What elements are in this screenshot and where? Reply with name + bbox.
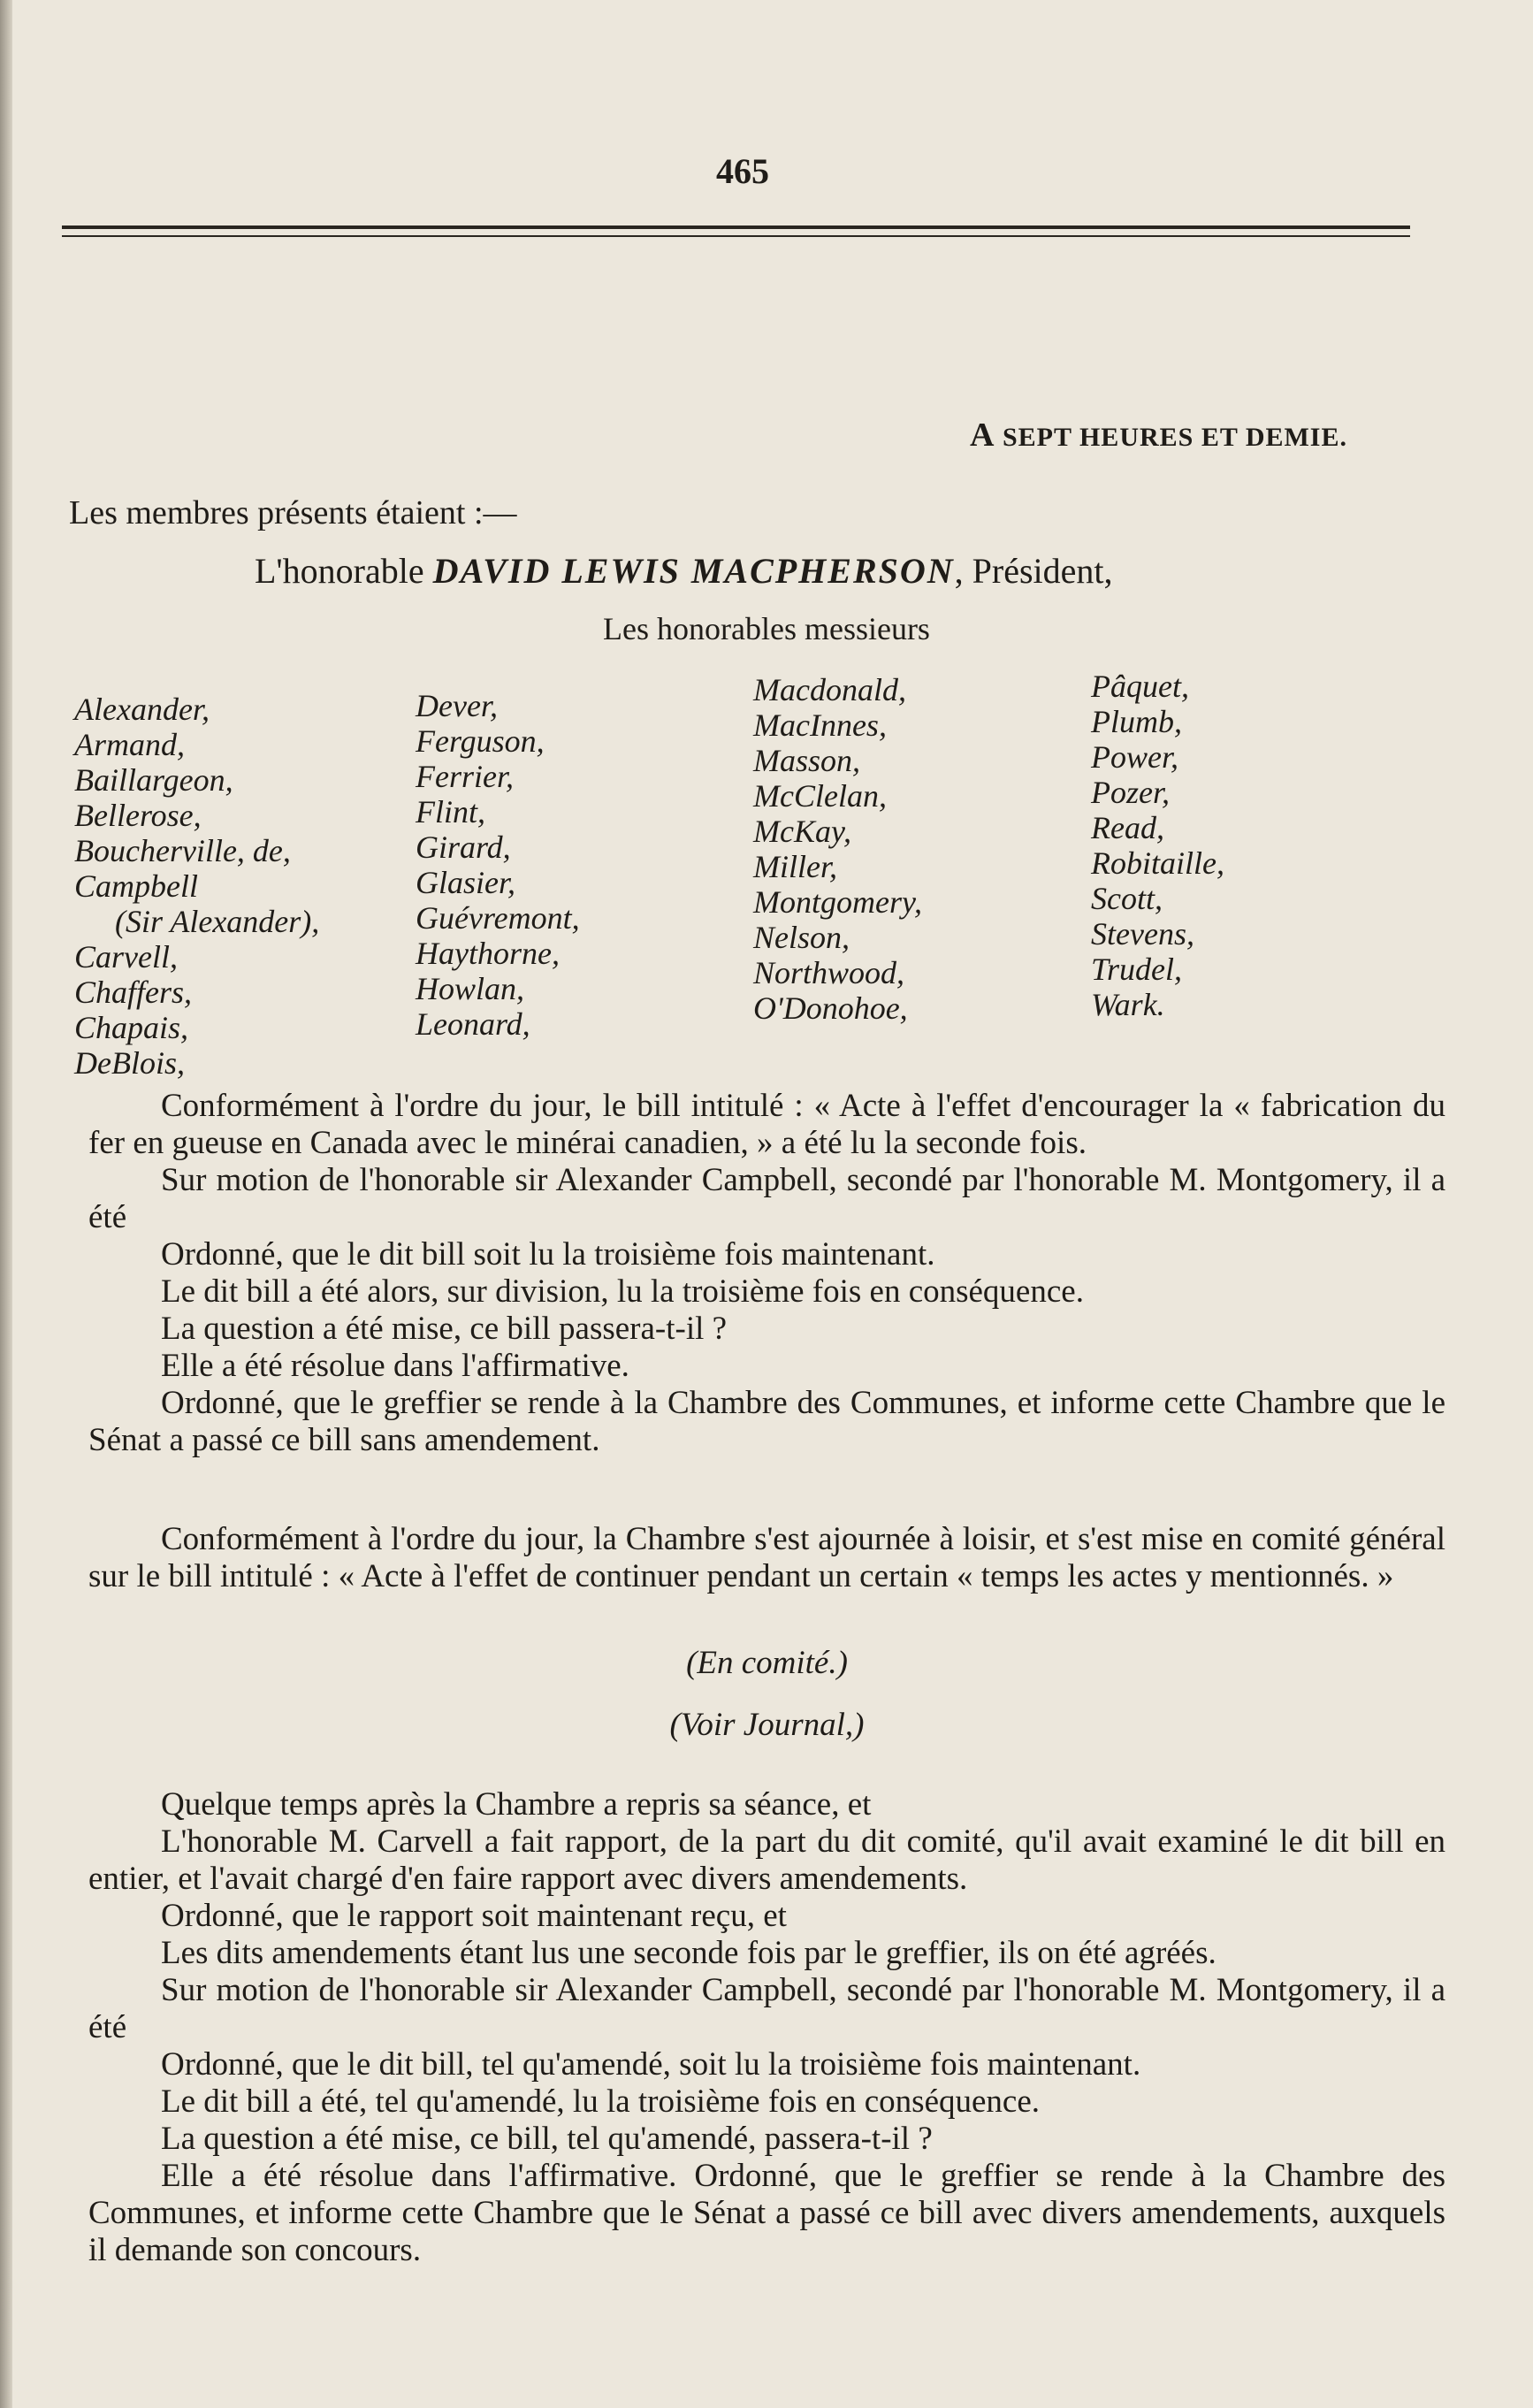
paragraph: Conformément à l'ordre du jour, la Chambre s'est ajournée à loisir, et s'est mise en comité général sur le bill intitulé : « Acte à l'effet de continuer pendant un certain « temps les actes y mentionnés. » bbox=[88, 1521, 1445, 1594]
member-name: Girard, bbox=[416, 829, 511, 865]
proceedings-second-bill bbox=[88, 1786, 1445, 2269]
paragraph: Conformément à l'ordre du jour, le bill intitulé : « Acte à l'effet d'encourager la « fabrication du fer en gueuse en Canada avec le minérai canadien, » a été lu la seconde fois. bbox=[88, 1088, 1445, 1161]
member-name: Scott, bbox=[1091, 881, 1163, 916]
proceedings-first-bill bbox=[88, 1088, 1445, 1459]
member-name: McClelan, bbox=[753, 778, 887, 814]
page-number: 465 bbox=[716, 151, 769, 191]
member-name: Read, bbox=[1091, 810, 1164, 845]
member-name: Haythorne, bbox=[416, 936, 560, 971]
member-name: Guévremont, bbox=[416, 900, 580, 936]
see-journal-label: (Voir Journal,) bbox=[669, 1707, 865, 1743]
member-name: Flint, bbox=[416, 794, 485, 829]
president-line: L'honorable DAVID LEWIS MACPHERSON, Président, bbox=[255, 551, 1113, 591]
honorables-heading: Les honorables messieurs bbox=[603, 611, 930, 646]
member-name: Chapais, bbox=[74, 1010, 189, 1045]
member-name: Boucherville, de, bbox=[74, 833, 291, 868]
header-rule bbox=[62, 226, 1410, 229]
member-name: Robitaille, bbox=[1091, 845, 1224, 881]
member-name: (Sir Alexander), bbox=[115, 904, 320, 939]
member-name: Ferrier, bbox=[416, 759, 514, 794]
members-present-heading: Les membres présents étaient :— bbox=[69, 494, 517, 531]
paragraph: Le dit bill a été alors, sur division, lu la troisième fois en conséquence. bbox=[161, 1273, 1084, 1310]
member-name: Plumb, bbox=[1091, 704, 1182, 739]
member-name: MacInnes, bbox=[753, 707, 887, 743]
member-name: Armand, bbox=[74, 727, 185, 762]
member-name: Glasier, bbox=[416, 865, 516, 900]
president-name: DAVID LEWIS MACPHERSON bbox=[432, 551, 955, 591]
member-name: Wark. bbox=[1091, 987, 1165, 1022]
member-name: Chaffers, bbox=[74, 975, 193, 1010]
paragraph: Sur motion de l'honorable sir Alexander Campbell, secondé par l'honorable M. Montgomery, il a été bbox=[88, 1972, 1445, 2045]
paragraph: Elle a été résolue dans l'affirmative. bbox=[161, 1348, 629, 1384]
member-name: Macdonald, bbox=[753, 672, 906, 707]
member-name: Pâquet, bbox=[1091, 669, 1189, 704]
paragraph: Quelque temps après la Chambre a repris sa séance, et bbox=[161, 1786, 872, 1823]
member-name: Northwood, bbox=[753, 955, 905, 990]
member-name: Ferguson, bbox=[416, 723, 545, 759]
session-time: A SEPT HEURES ET DEMIE. bbox=[970, 417, 1347, 454]
paragraph: Elle a été résolue dans l'affirmative. Ordonné, que le greffier se rende à la Chambre des Communes, et informe cette Chambre que le Sénat a passé ce bill avec divers amendements, auxquels il demande son concours. bbox=[88, 2158, 1445, 2268]
in-committee-label: (En comité.) bbox=[686, 1645, 848, 1681]
member-name: Leonard, bbox=[416, 1006, 530, 1042]
paragraph: Sur motion de l'honorable sir Alexander Campbell, secondé par l'honorable M. Montgomery, il a été bbox=[88, 1162, 1445, 1235]
member-name: Stevens, bbox=[1091, 916, 1194, 952]
paragraph: Ordonné, que le rapport soit maintenant reçu, et bbox=[161, 1898, 787, 1934]
member-name: Dever, bbox=[416, 688, 498, 723]
member-name: Montgomery, bbox=[753, 884, 922, 920]
paragraph: Les dits amendements étant lus une seconde fois par le greffier, ils on été agréés. bbox=[161, 1935, 1216, 1971]
members-column-3 bbox=[753, 672, 922, 1026]
paragraph: L'honorable M. Carvell a fait rapport, de la part du dit comité, qu'il avait examiné le dit bill en entier, et l'avait chargé d'en faire rapport avec divers amendements. bbox=[88, 1823, 1445, 1897]
member-name: Campbell bbox=[74, 868, 198, 904]
paragraph: Ordonné, que le greffier se rende à la Chambre des Communes, et informe cette Chambre que le Sénat a passé ce bill sans amendement. bbox=[88, 1385, 1445, 1458]
paragraph: Le dit bill a été, tel qu'amendé, lu la troisième fois en conséquence. bbox=[161, 2083, 1041, 2120]
header-rule-thin bbox=[62, 235, 1410, 237]
member-name: Carvell, bbox=[74, 939, 178, 975]
member-name: Bellerose, bbox=[74, 798, 202, 833]
member-name: Trudel, bbox=[1091, 952, 1183, 987]
members-column-4 bbox=[1091, 669, 1224, 1022]
paragraph: Ordonné, que le dit bill soit lu la troisième fois maintenant. bbox=[161, 1236, 935, 1273]
member-name: Power, bbox=[1091, 739, 1178, 775]
member-name: Masson, bbox=[753, 743, 861, 778]
member-name: Baillargeon, bbox=[74, 762, 233, 798]
members-column-1 bbox=[74, 692, 319, 1081]
member-name: Howlan, bbox=[416, 971, 525, 1006]
member-name: Alexander, bbox=[74, 692, 210, 727]
paragraph: La question a été mise, ce bill passera-t-il ? bbox=[161, 1311, 728, 1347]
member-name: Nelson, bbox=[753, 920, 850, 955]
committee-labels bbox=[88, 1645, 1445, 1744]
proceedings-committee-intro bbox=[88, 1521, 1445, 1595]
member-name: McKay, bbox=[753, 814, 851, 849]
member-name: O'Donohoe, bbox=[753, 990, 908, 1026]
paragraph: La question a été mise, ce bill, tel qu'amendé, passera-t-il ? bbox=[161, 2121, 933, 2157]
member-name: DeBlois, bbox=[74, 1045, 185, 1081]
members-column-2 bbox=[416, 688, 580, 1042]
paragraph: Ordonné, que le dit bill, tel qu'amendé, soit lu la troisième fois maintenant. bbox=[161, 2046, 1141, 2083]
member-name: Pozer, bbox=[1091, 775, 1170, 810]
member-name: Miller, bbox=[753, 849, 837, 884]
